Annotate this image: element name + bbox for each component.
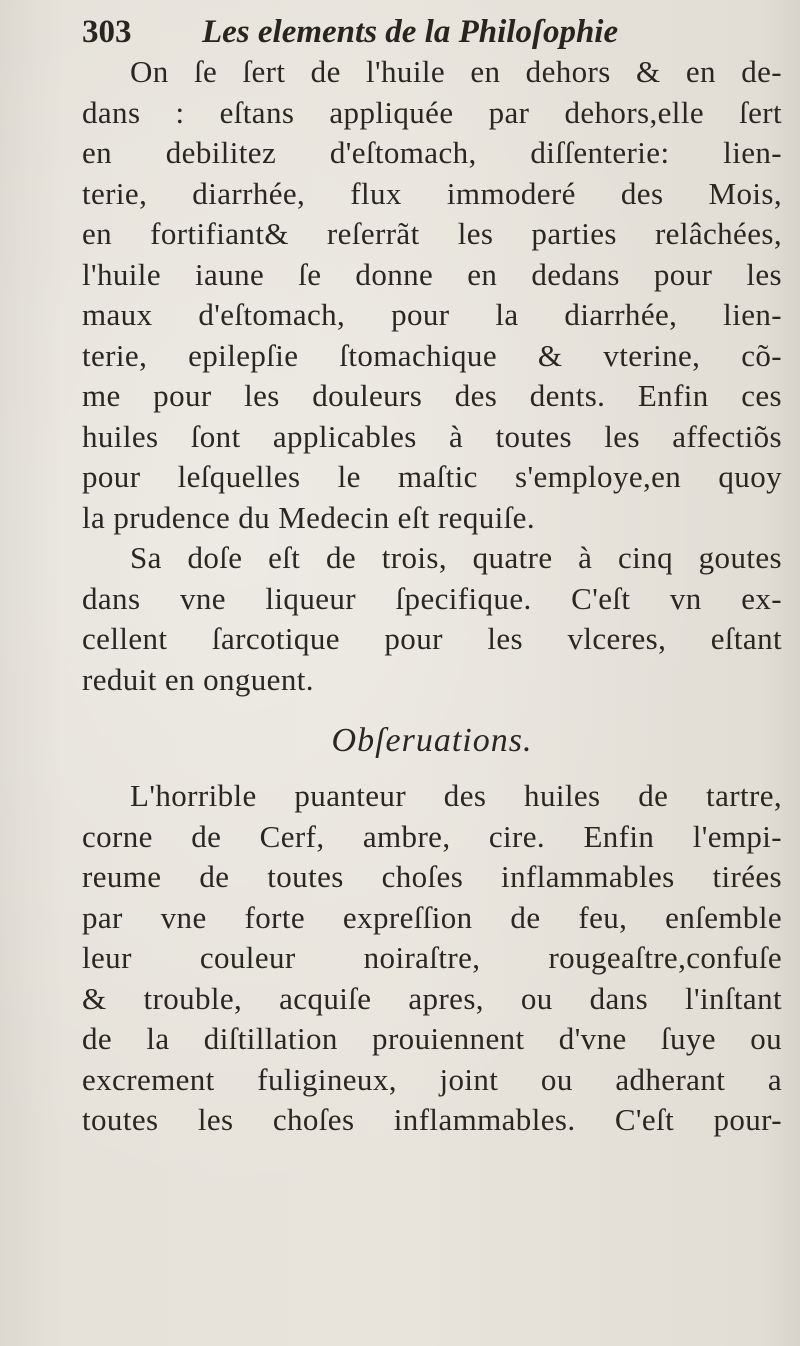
text-line: L'horrible puanteur des huiles de tartre, [130, 778, 782, 813]
text-line: reduit en onguent. [82, 661, 314, 697]
text-line: terie, diarrhée, flux immoderé des Mois, [82, 175, 782, 211]
text-line: en debilitez d'eſtomach, diſſenterie: lien- [82, 135, 782, 170]
text-line: & trouble, acquiſe apres, ou dans l'inſtant [82, 980, 782, 1016]
text-line: maux d'eſtomach, pour la diarrhée, lien- [82, 297, 782, 332]
running-title: Les elements de la Philoſophie [202, 14, 619, 50]
text-line: toutes les choſes inflammables. C'eſt pour- [82, 1102, 782, 1137]
paragraph-1 [82, 52, 782, 538]
text-line: leur couleur noiraſtre, rougeaſtre,confuſe [82, 940, 782, 975]
section-heading: Obſeruations. [331, 722, 533, 759]
page-number: 303 [82, 14, 132, 50]
text-line: corne de Cerf, ambre, cire. Enfin l'empi- [82, 818, 782, 854]
paragraph-2 [82, 538, 782, 700]
text-line: la prudence du Medecin eſt requiſe. [82, 499, 535, 535]
body-text [82, 52, 782, 1141]
text-line: en fortifiant& reſerrãt les parties relâchées, [82, 216, 782, 251]
text-line: terie, epilepſie ſtomachique & vterine, cõ- [82, 337, 782, 373]
text-line: pour leſquelles le maſtic s'employe,en quoy [82, 459, 782, 494]
text-line: huiles ſont applicables à toutes les affectiõs [82, 418, 782, 454]
running-head [82, 12, 782, 52]
text-line: dans vne liqueur ſpecifique. C'eſt vn ex- [82, 580, 782, 616]
text-line: dans : eſtans appliquée par dehors,elle ſert [82, 94, 782, 130]
text-line: cellent ſarcotique pour les vlceres, eſtant [82, 621, 782, 656]
text-line: de la diſtillation prouiennent d'vne ſuye ou [82, 1021, 782, 1056]
text-line: l'huile iaune ſe donne en dedans pour les [82, 256, 782, 292]
text-line: Sa doſe eſt de trois, quatre à cinq goutes [130, 540, 782, 575]
text-line: reume de toutes choſes inflammables tirées [82, 859, 782, 894]
text-line: On ſe ſert de l'huile en dehors & en de- [130, 54, 782, 89]
observations-paragraph [82, 776, 782, 1141]
text-line: excrement fuligineux, joint ou adherant a [82, 1061, 782, 1097]
text-line: me pour les douleurs des dents. Enfin ces [82, 378, 782, 413]
text-line: par vne forte expreſſion de feu, enſemble [82, 899, 782, 935]
